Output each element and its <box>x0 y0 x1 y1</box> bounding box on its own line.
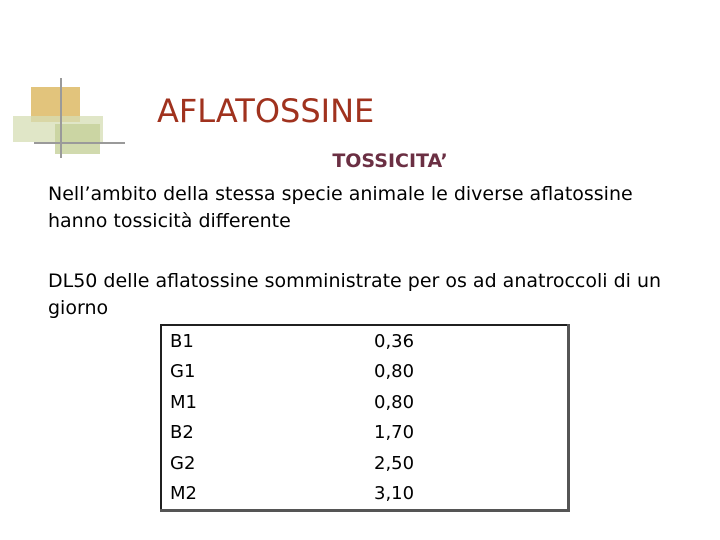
table-row <box>161 448 569 479</box>
value-cell: 2,50 <box>374 452 415 474</box>
table-row <box>161 418 569 449</box>
toxin-cell: G1 <box>170 361 196 383</box>
table-row <box>161 325 569 357</box>
slide-subtitle: TOSSICITA’ <box>332 150 448 172</box>
toxin-cell: B2 <box>170 422 194 444</box>
table-row <box>161 387 569 418</box>
toxin-cell: M2 <box>170 483 197 505</box>
intro-paragraph: Nell’ambito della stessa specie animale le diverse aflatossine hanno tossicità differente <box>48 183 633 232</box>
toxin-cell: G2 <box>170 452 196 474</box>
table-row <box>161 357 569 388</box>
slide-title: AFLATOSSINE <box>157 92 375 130</box>
table-row <box>161 479 569 511</box>
value-cell: 1,70 <box>374 422 415 444</box>
value-cell: 3,10 <box>374 483 415 505</box>
decorative-corner-graphic <box>0 0 140 170</box>
toxin-cell: B1 <box>170 330 194 352</box>
dl50-table <box>160 324 570 512</box>
value-cell: 0,80 <box>374 361 415 383</box>
toxin-cell: M1 <box>170 391 197 413</box>
dl50-paragraph: DL50 delle aflatossine somministrate per os ad anatroccoli di un giorno <box>48 270 662 319</box>
value-cell: 0,80 <box>374 391 415 413</box>
value-cell: 0,36 <box>374 330 415 352</box>
